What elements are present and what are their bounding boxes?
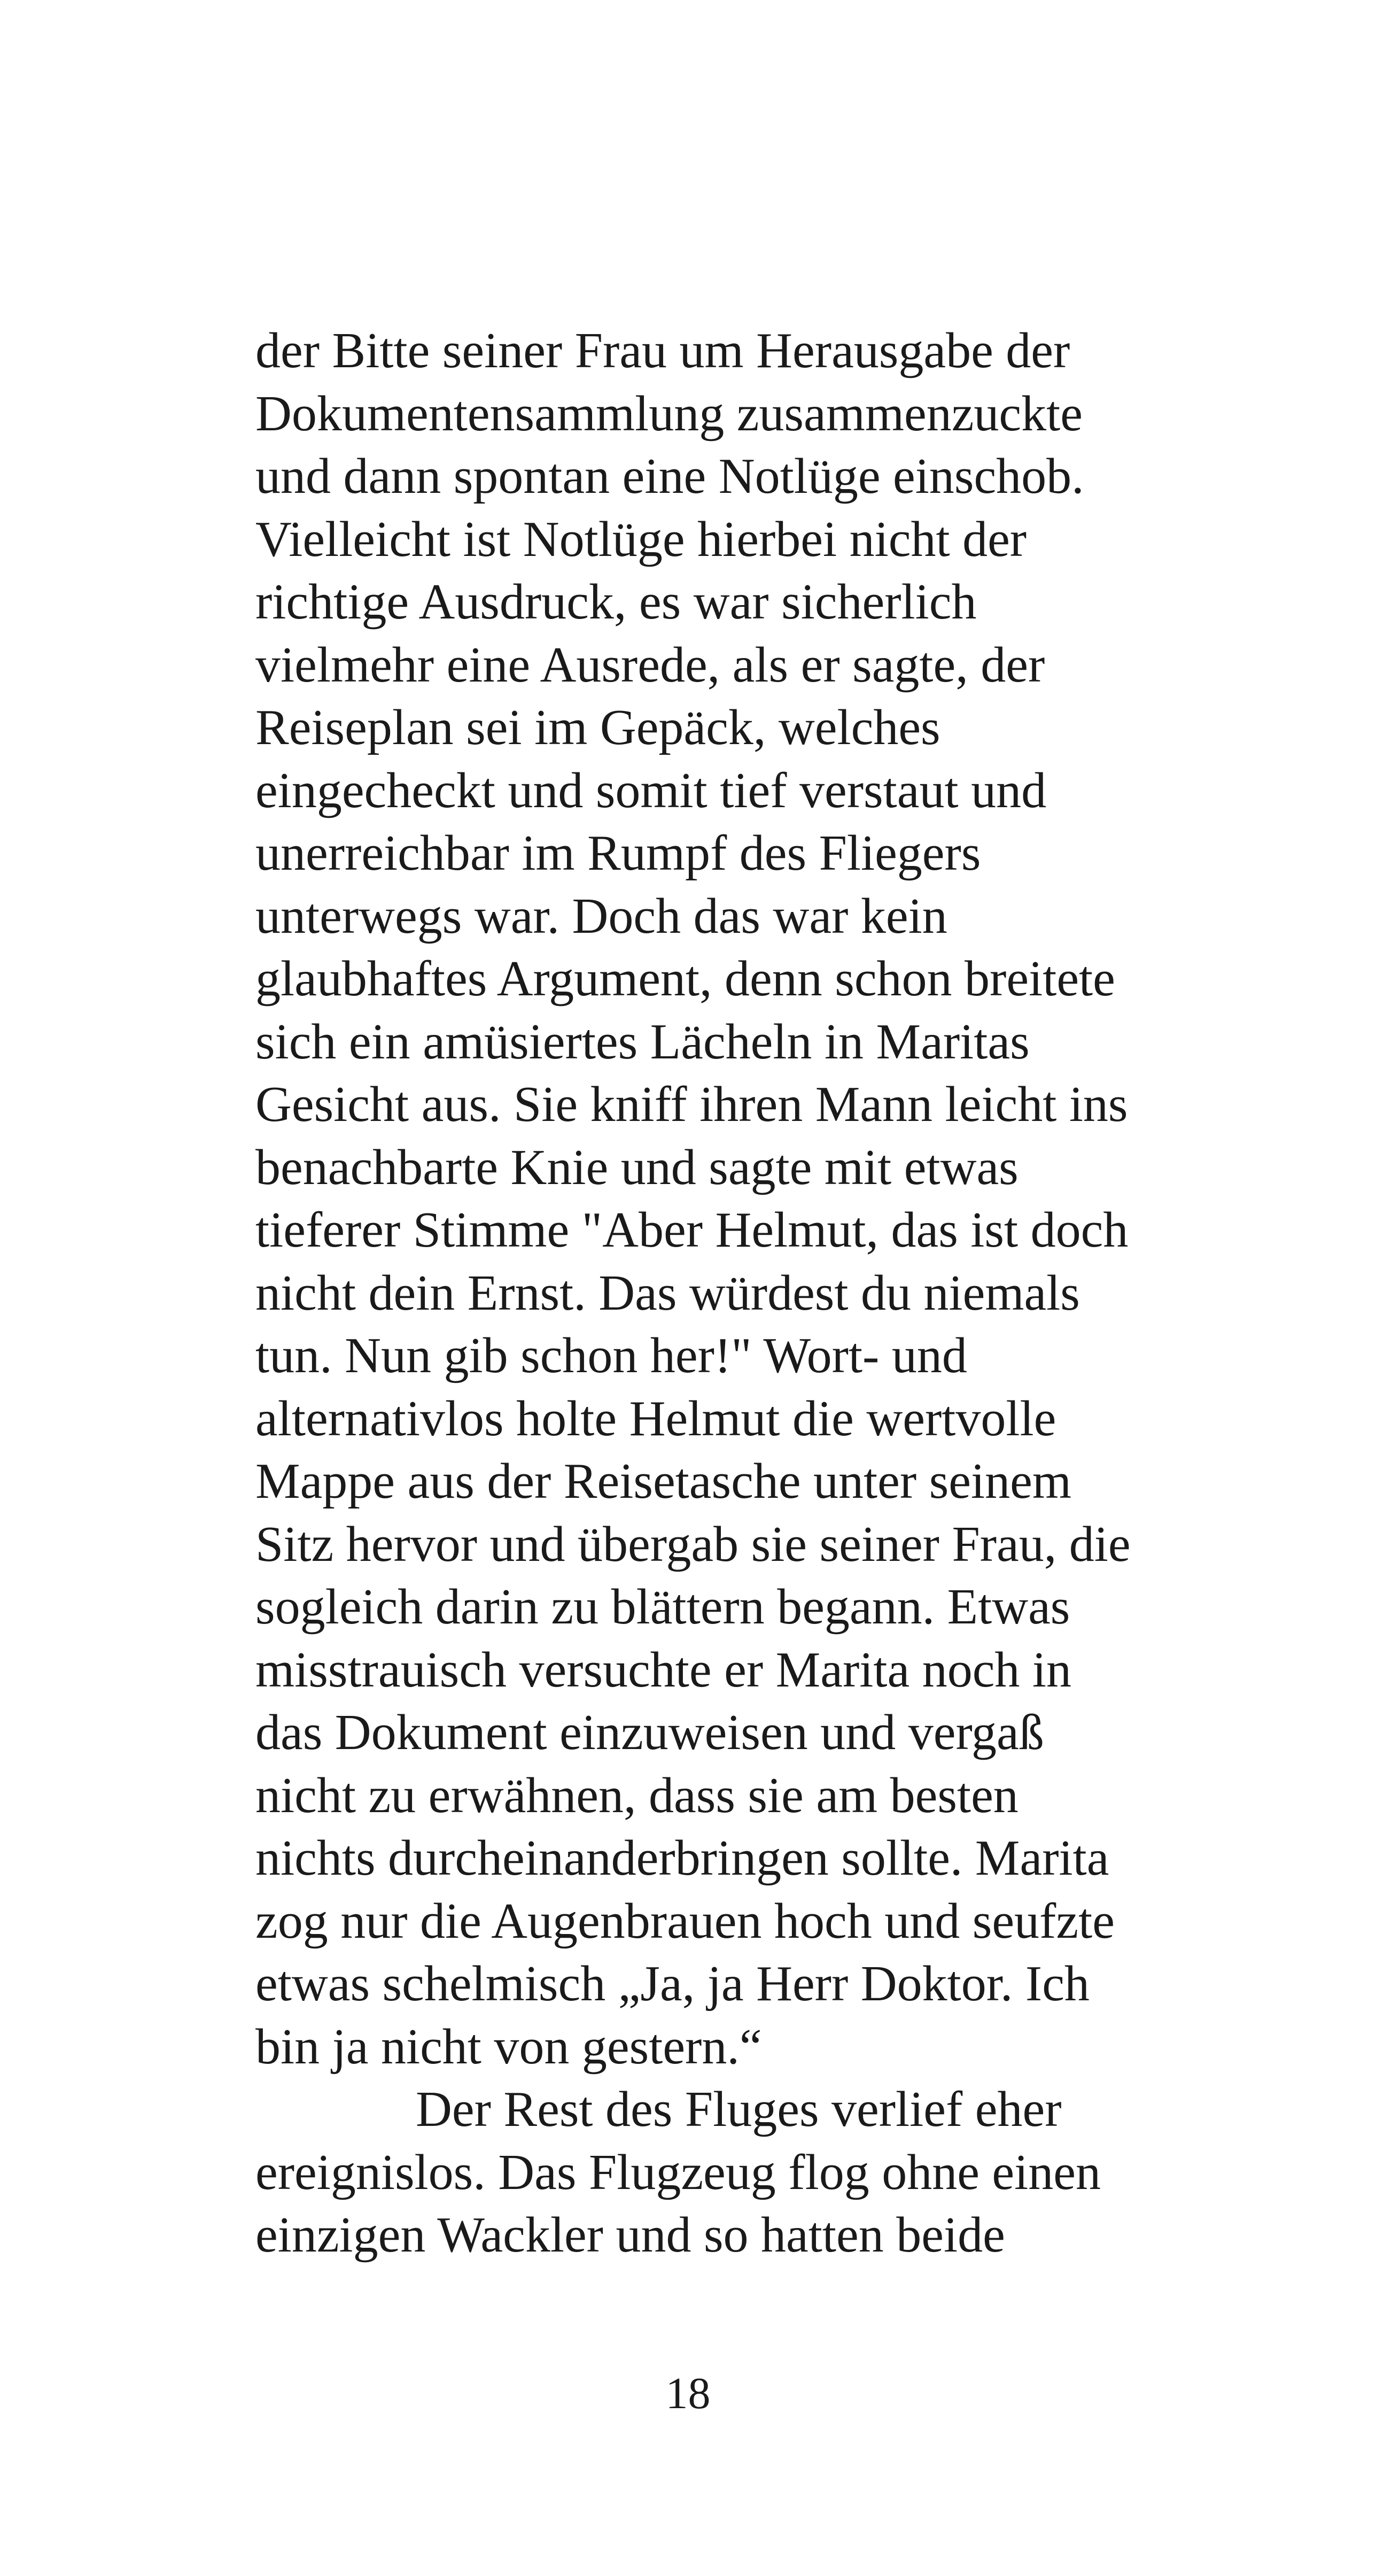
text-line: eingecheckt und somit tief verstaut und (255, 762, 1047, 818)
text-line: etwas schelmisch „Ja, ja Herr Doktor. Ich (255, 1956, 1090, 2012)
paragraph-first-line: Der Rest des Fluges verlief eher (416, 2082, 1062, 2137)
text-line: sich ein amüsiertes Lächeln in Maritas (255, 1014, 1030, 1070)
text-line: benachbarte Knie und sagte mit etwas (255, 1139, 1019, 1195)
text-line: nichts durcheinanderbringen sollte. Marita (255, 1830, 1109, 1886)
text-line: Sitz hervor und übergab sie seiner Frau, die (255, 1516, 1131, 1572)
text-line: alternativlos holte Helmut die wertvolle (255, 1390, 1056, 1446)
text-line: zog nur die Augenbrauen hoch und seufzte (255, 1893, 1115, 1949)
text-line: nicht zu erwähnen, dass sie am besten (255, 1767, 1019, 1823)
text-line: tun. Nun gib schon her!" Wort- und (255, 1328, 967, 1383)
text-line: tieferer Stimme "Aber Helmut, das ist doch (255, 1202, 1129, 1258)
text-line: unerreichbar im Rumpf des Fliegers (255, 825, 981, 881)
text-line: und dann spontan eine Notlüge einschob. (255, 448, 1084, 504)
text-line: der Bitte seiner Frau um Herausgabe der (255, 323, 1070, 378)
text-line: vielmehr eine Ausrede, als er sagte, der (255, 637, 1045, 693)
text-line: nicht dein Ernst. Das würdest du niemals (255, 1265, 1080, 1321)
text-line: misstrauisch versuchte er Marita noch in (255, 1642, 1072, 1698)
text-line: glaubhaftes Argument, denn schon breitete (255, 951, 1115, 1007)
text-line: bin ja nicht von gestern.“ (255, 2018, 762, 2075)
text-line: ereignislos. Das Flugzeug flog ohne einen (255, 2144, 1101, 2200)
text-line: Gesicht aus. Sie kniff ihren Mann leicht ins (255, 1077, 1128, 1132)
text-line: Reiseplan sei im Gepäck, welches (255, 700, 940, 755)
text-line: sogleich darin zu blättern begann. Etwas (255, 1579, 1070, 1635)
text-line: richtige Ausdruck, es war sicherlich (255, 574, 977, 630)
body-text (255, 320, 1164, 2267)
text-line: einzigen Wackler und so hatten beide (255, 2207, 1005, 2263)
text-line: Vielleicht ist Notlüge hierbei nicht der (255, 511, 1027, 567)
text-line: Mappe aus der Reisetasche unter seinem (255, 1453, 1071, 1509)
text-line: Dokumentensammlung zusammenzuckte (255, 385, 1083, 442)
text-line: unterwegs war. Doch das war kein (255, 888, 947, 944)
text-line: das Dokument einzuweisen und vergaß (255, 1705, 1044, 1760)
page-number: 18 (665, 2369, 711, 2418)
